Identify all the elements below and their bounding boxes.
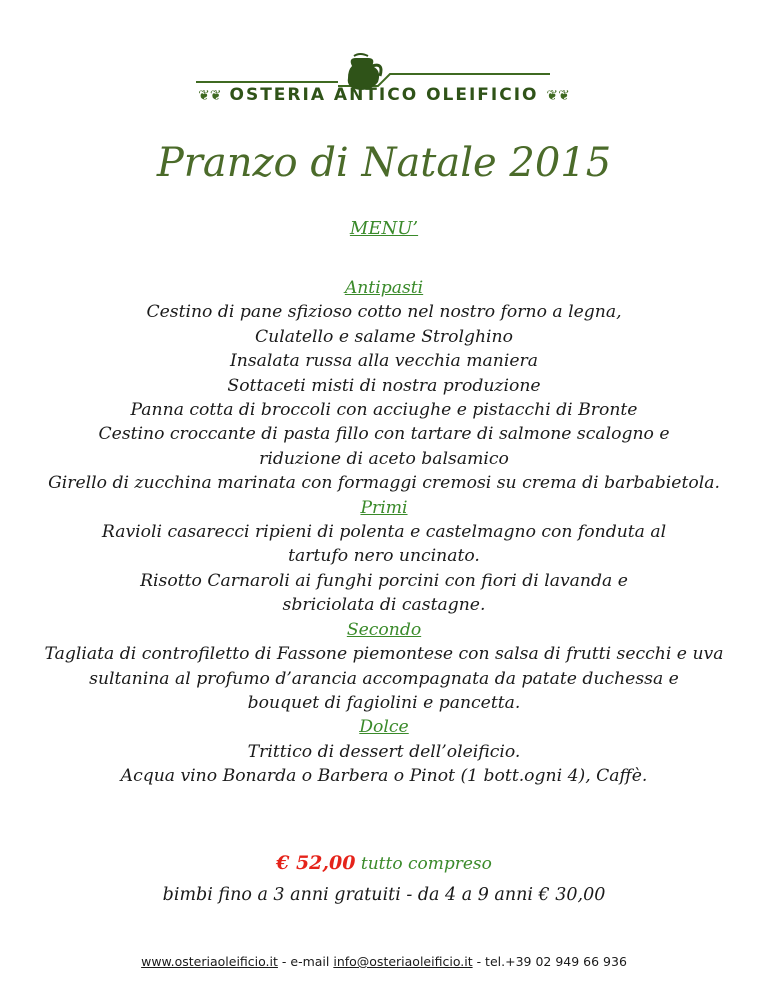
menu-line: tartufo nero uncinato. <box>288 546 480 567</box>
menu-line: Girello di zucchina marinata con formaggi cremosi su crema di barbabietola. <box>48 473 720 494</box>
footer-contacts <box>0 954 768 969</box>
menu-heading: MENU’ <box>349 218 419 239</box>
menu-line: Insalata russa alla vecchia maniera <box>229 351 539 372</box>
brand-wordmark <box>0 85 768 105</box>
brand-name: OSTERIA ANTICO OLEIFICIO <box>229 85 539 105</box>
laurel-right-icon: ❦❦ <box>546 88 570 104</box>
menu-line: Culatello e salame Strolghino <box>255 326 513 347</box>
menu-line: sultanina al profumo d’arancia accompagnata da patate duchessa e <box>89 668 679 689</box>
website-link[interactable]: www.osteriaoleificio.it <box>141 954 278 969</box>
menu-body <box>0 276 768 789</box>
price-amount: € 52,00 <box>276 852 356 874</box>
section-title-secondo: Secondo <box>346 619 422 640</box>
logo-rule-left <box>196 81 338 83</box>
section-title-antipasti: Antipasti <box>344 278 424 298</box>
page-title: Pranzo di Natale 2015 <box>156 140 612 186</box>
menu-line: Risotto Carnaroli ai funghi porcini con fiori di lavanda e <box>140 570 628 591</box>
kids-pricing: bimbi fino a 3 anni gratuiti - da 4 a 9 anni € 30,00 <box>162 885 606 905</box>
menu-line: Panna cotta di broccoli con acciughe e pistacchi di Bronte <box>130 400 638 421</box>
email-label: - e-mail <box>277 954 334 969</box>
menu-line: Cestino croccante di pasta fillo con tartare di salmone scalogno e <box>98 424 670 445</box>
menu-line: Sottaceti misti di nostra produzione <box>227 375 541 396</box>
menu-line: Trittico di dessert dell’oleificio. <box>247 741 521 762</box>
menu-line: riduzione di aceto balsamico <box>259 448 509 469</box>
email-link[interactable]: info@osteriaoleificio.it <box>333 954 473 969</box>
logo-rule-right <box>430 73 550 75</box>
menu-line: Acqua vino Bonarda o Barbera o Pinot (1 bott.ogni 4), Caffè. <box>120 766 648 787</box>
price-line <box>0 852 768 874</box>
menu-line: Cestino di pane sfizioso cotto nel nostro forno a legna, <box>146 302 622 323</box>
phone-text: - tel.+39 02 949 66 936 <box>472 954 627 969</box>
menu-line: bouquet di fagiolini e pancetta. <box>247 692 521 713</box>
laurel-left-icon: ❦❦ <box>198 88 222 104</box>
menu-line: Tagliata di controfiletto di Fassone piemontese con salsa di frutti secchi e uva <box>44 644 724 665</box>
price-note: tutto compreso <box>360 854 492 874</box>
menu-line: sbriciolata di castagne. <box>282 595 486 616</box>
menu-line: Ravioli casarecci ripieni di polenta e castelmagno con fonduta al <box>101 522 667 543</box>
section-title-primi: Primi <box>360 497 408 518</box>
section-title-dolce: Dolce <box>359 717 409 738</box>
